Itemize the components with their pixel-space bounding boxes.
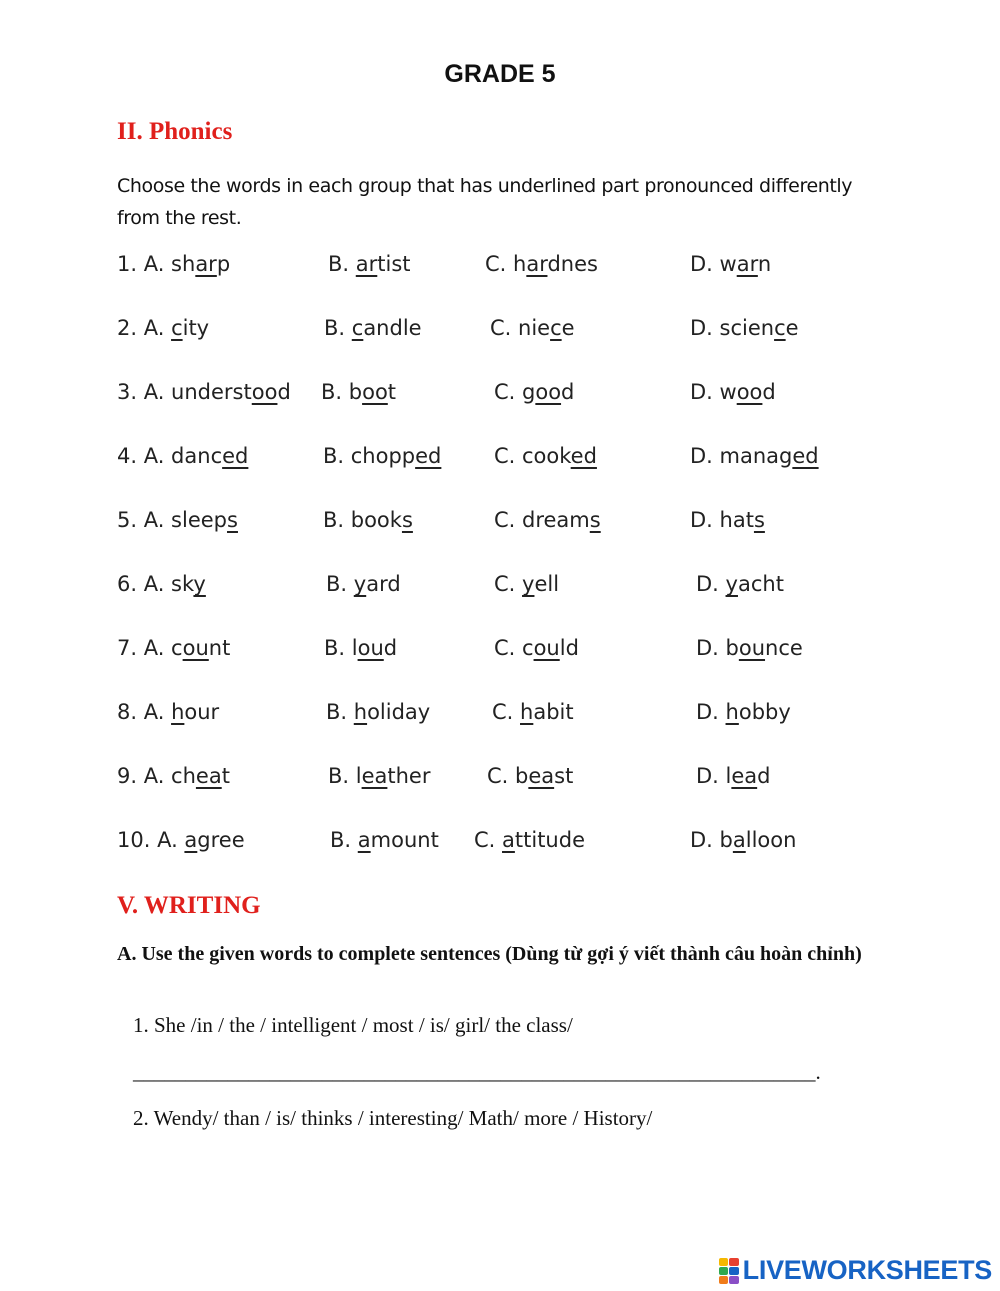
underlined-part: c <box>774 316 786 340</box>
underlined-part: oo <box>736 380 763 404</box>
question-row <box>117 508 877 538</box>
underlined-part: ea <box>731 764 758 788</box>
logo-square <box>729 1258 739 1266</box>
underlined-part: c <box>351 316 364 340</box>
option-d[interactable]: D. warn <box>690 252 772 276</box>
underlined-part: a <box>502 828 515 852</box>
liveworksheets-logo <box>719 1255 992 1286</box>
underlined-part: ar <box>355 252 378 276</box>
underlined-part: a <box>184 828 198 852</box>
logo-square <box>719 1276 729 1284</box>
option-d[interactable]: D. bounce <box>696 636 803 660</box>
answer-line[interactable]: _________________________________________________________________. <box>133 1060 821 1084</box>
option-c[interactable]: C. yell <box>494 572 560 596</box>
underlined-part: h <box>725 700 739 724</box>
option-b[interactable]: B. boot <box>321 380 397 404</box>
option-a[interactable]: 7. A. count <box>117 636 231 660</box>
underlined-part: a <box>732 828 746 852</box>
option-c[interactable]: C. niece <box>490 316 575 340</box>
option-b[interactable]: B. loud <box>324 636 398 660</box>
option-a[interactable]: 3. A. understood <box>117 380 291 404</box>
underlined-part: h <box>353 700 368 724</box>
option-b[interactable]: B. artist <box>328 252 411 276</box>
option-c[interactable]: C. attitude <box>474 828 585 852</box>
option-c[interactable]: C. beast <box>487 764 574 788</box>
option-b[interactable]: B. yard <box>326 572 401 596</box>
underlined-part: a <box>357 828 371 852</box>
underlined-part: ar <box>526 252 548 276</box>
question-row <box>117 252 877 282</box>
option-d[interactable]: D. managed <box>690 444 819 468</box>
option-a[interactable]: 2. A. city <box>117 316 210 340</box>
underlined-part: ed <box>570 444 597 468</box>
underlined-part: oo <box>535 380 562 404</box>
logo-icon <box>719 1258 739 1284</box>
option-d[interactable]: D. lead <box>696 764 771 788</box>
phonics-instruction: Choose the words in each group that has underlined part pronounced differently from the rest. <box>117 175 853 229</box>
option-c[interactable]: C. good <box>494 380 575 404</box>
question-row <box>117 444 877 474</box>
underlined-part: ed <box>792 444 819 468</box>
question-row <box>117 764 877 794</box>
option-c[interactable]: C. dreams <box>494 508 601 532</box>
question-row <box>117 828 877 858</box>
underlined-part: s <box>401 508 413 532</box>
writing-item-1: 1. She /in / the / intelligent / most / is/ girl/ the class/ <box>133 1013 573 1037</box>
underlined-part: ea <box>361 764 388 788</box>
underlined-part: ed <box>222 444 249 468</box>
logo-square <box>729 1276 739 1284</box>
writing-item-2: 2. Wendy/ than / is/ thinks / interesting/ Math/ more / History/ <box>133 1106 653 1130</box>
underlined-part: y <box>725 572 738 596</box>
option-b[interactable]: B. books <box>323 508 413 532</box>
option-b[interactable]: B. leather <box>328 764 431 788</box>
option-b[interactable]: B. holiday <box>326 700 431 724</box>
underlined-part: y <box>353 572 367 596</box>
option-a[interactable]: 4. A. danced <box>117 444 249 468</box>
underlined-part: h <box>171 700 185 724</box>
underlined-part: y <box>522 572 535 596</box>
underlined-part: h <box>520 700 534 724</box>
underlined-part: ou <box>357 636 384 660</box>
logo-square <box>719 1258 729 1266</box>
question-row <box>117 316 877 346</box>
underlined-part: oo <box>251 380 278 404</box>
underlined-part: s <box>589 508 601 532</box>
option-c[interactable]: C. hardnes <box>485 252 598 276</box>
option-b[interactable]: B. candle <box>324 316 422 340</box>
option-b[interactable]: B. chopped <box>323 444 442 468</box>
option-a[interactable]: 9. A. cheat <box>117 764 230 788</box>
option-d[interactable]: D. hats <box>690 508 765 532</box>
question-row <box>117 700 877 730</box>
underlined-part: s <box>227 508 238 532</box>
question-row <box>117 572 877 602</box>
writing-heading: V. WRITING <box>117 892 261 919</box>
option-b[interactable]: B. amount <box>330 828 439 852</box>
option-c[interactable]: C. cooked <box>494 444 597 468</box>
writing-part-a-instruction: A. Use the given words to complete sentences (Dùng từ gợi ý viết thành câu hoàn chỉnh) <box>117 943 862 965</box>
option-a[interactable]: 5. A. sleeps <box>117 508 238 532</box>
underlined-part: ou <box>182 636 209 660</box>
phonics-heading: II. Phonics <box>117 118 233 145</box>
option-d[interactable]: D. balloon <box>690 828 797 852</box>
logo-square <box>729 1267 739 1275</box>
question-row <box>117 380 877 410</box>
logo-text: LIVEWORKSHEETS <box>742 1255 992 1285</box>
underlined-part: ea <box>528 764 555 788</box>
option-a[interactable]: 10. A. agree <box>117 828 245 852</box>
underlined-part: s <box>753 508 765 532</box>
question-row <box>117 636 877 666</box>
underlined-part: ou <box>533 636 560 660</box>
option-a[interactable]: 6. A. sky <box>117 572 206 596</box>
option-a[interactable]: 8. A. hour <box>117 700 220 724</box>
underlined-part: ar <box>736 252 758 276</box>
logo-square <box>719 1267 729 1275</box>
underlined-part: oo <box>362 380 388 404</box>
underlined-part: y <box>193 572 206 596</box>
underlined-part: ou <box>738 636 766 660</box>
underlined-part: ar <box>195 252 217 276</box>
underlined-part: c <box>171 316 183 340</box>
option-d[interactable]: D. wood <box>690 380 776 404</box>
option-c[interactable]: C. could <box>494 636 579 660</box>
option-d[interactable]: D. science <box>690 316 799 340</box>
option-a[interactable]: 1. A. sharp <box>117 252 231 276</box>
underlined-part: ea <box>195 764 222 788</box>
option-c[interactable]: C. habit <box>492 700 574 724</box>
option-d[interactable]: D. yacht <box>696 572 784 596</box>
underlined-part: ed <box>415 444 442 468</box>
page-title: GRADE 5 <box>444 60 556 88</box>
option-d[interactable]: D. hobby <box>696 700 791 724</box>
underlined-part: c <box>550 316 562 340</box>
